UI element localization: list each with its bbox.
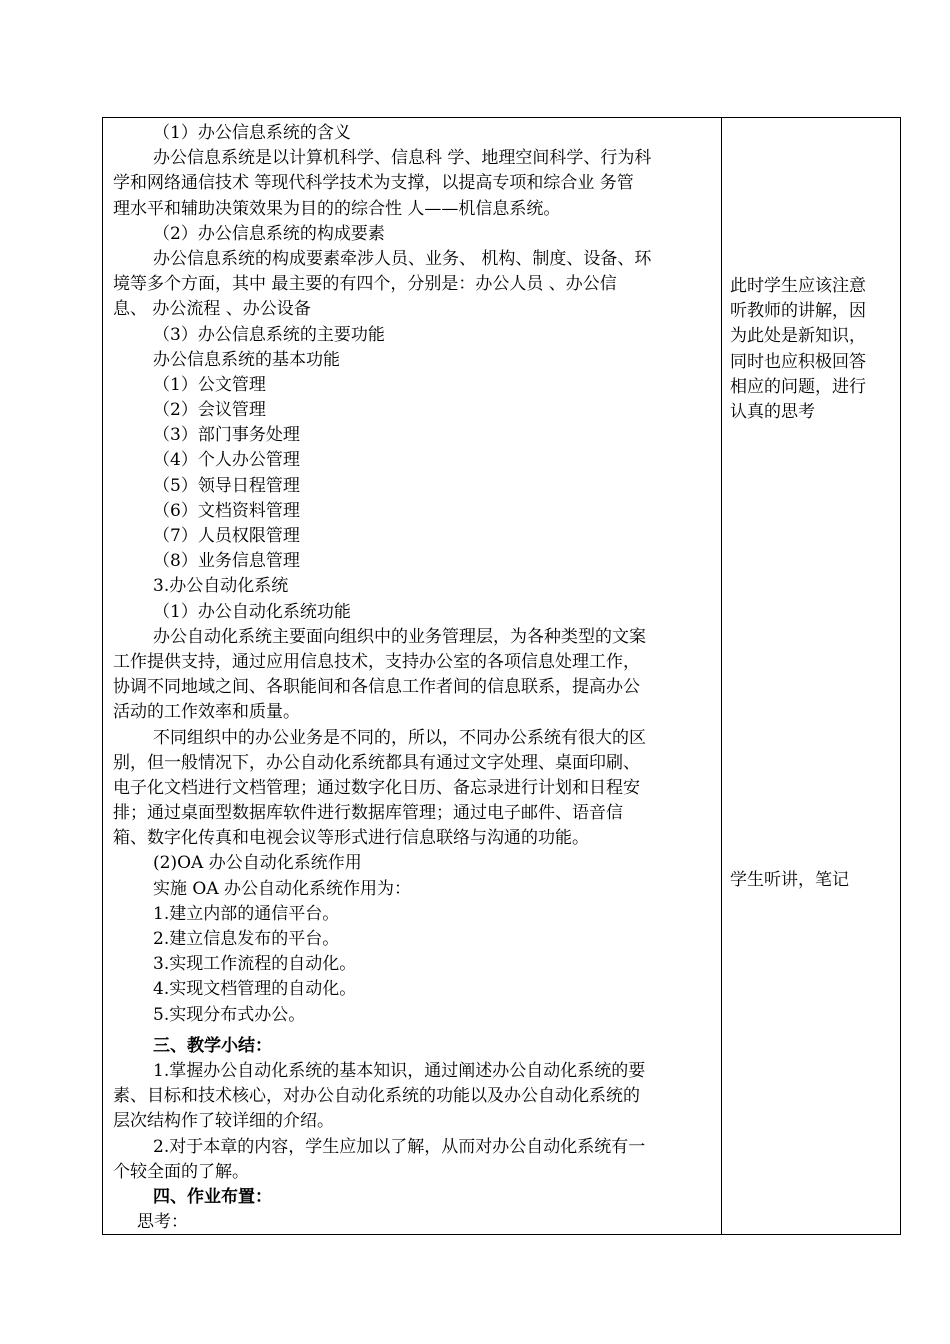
text-line: 箱、数字化传真和电视会议等形式进行信息联络与沟通的功能。: [113, 828, 589, 849]
list-item: （2）会议管理: [153, 400, 266, 421]
list-item: （1）公文管理: [153, 374, 266, 395]
list-item: （5）领导日程管理: [153, 475, 300, 496]
note-line: 相应的问题，进行: [730, 376, 866, 397]
list-item: 3.实现工作流程的自动化。: [153, 954, 357, 975]
list-item: （7）人员权限管理: [153, 526, 300, 546]
text-line: 别，但一般情况下，办公自动化系统都具有通过文字处理、桌面印刷、: [113, 752, 640, 773]
subheading: (2)OA 办公自动化系统作用: [153, 853, 362, 874]
list-item: （8）业务信息管理: [153, 551, 300, 572]
lesson-table: [102, 117, 901, 1235]
content-column: [113, 121, 713, 1235]
text-line: 2.对于本章的内容，学生应加以了解，从而对办公自动化系统有一: [153, 1136, 646, 1157]
text-line: 理水平和辅助决策效果为目的的综合性 人——机信息系统。: [113, 198, 561, 219]
text-line: 排；通过桌面型数据库软件进行数据库管理；通过电子邮件、语音信: [113, 803, 623, 824]
note-line: 此时学生应该注意: [730, 276, 866, 296]
text-line: 素、目标和技术核心，对办公自动化系统的功能以及办公自动化系统的: [113, 1086, 640, 1107]
text-line: 学和网络通信技术 等现代科学技术为支撑，以提高专项和综合业 务管: [113, 173, 634, 194]
text-line: 不同组织中的办公业务是不同的，所以，不同办公系统有很大的区: [153, 727, 646, 748]
text-line: 实施 OA 办公自动化系统作用为：: [153, 878, 412, 899]
student-activity-note-2: [730, 868, 895, 893]
list-item: 4.实现文档管理的自动化。: [153, 979, 357, 1000]
subheading: （3）办公信息系统的主要功能: [153, 324, 385, 345]
text-line: 办公信息系统是以计算机科学、信息科 学、地理空间科学、行为科: [153, 148, 652, 169]
text-line: 1.掌握办公自动化系统的基本知识，通过阐述办公自动化系统的要: [153, 1060, 646, 1081]
subheading: （1）办公信息系统的含义: [153, 123, 351, 143]
subheading: （2）办公信息系统的构成要素: [153, 223, 385, 244]
list-item: （3）部门事务处理: [153, 425, 300, 446]
list-item: （6）文档资料管理: [153, 500, 300, 521]
text-line: 工作提供支持，通过应用信息技术，支持办公室的各项信息处理工作，: [113, 651, 640, 672]
list-item: 2.建立信息发布的平台。: [153, 929, 340, 949]
list-item: 5.实现分布式办公。: [153, 1004, 306, 1025]
text-line: 个较全面的了解。: [113, 1161, 249, 1182]
list-item: （4）个人办公管理: [153, 450, 300, 471]
text-line: 境等多个方面，其中 最主要的有四个，分别是：办公人员 、办公信: [113, 274, 617, 295]
section-heading: 3.办公自动化系统: [153, 576, 289, 597]
column-divider: [721, 118, 722, 1234]
subheading: （1）办公自动化系统功能: [153, 601, 351, 622]
text-line: 思考：: [137, 1212, 188, 1233]
text-line: 层次结构作了较详细的介绍。: [113, 1111, 334, 1132]
note-line: 同时也应积极回答: [730, 351, 866, 372]
text-line: 办公自动化系统主要面向组织中的业务管理层，为各种类型的文案: [153, 626, 646, 647]
list-item: 1.建立内部的通信平台。: [153, 903, 340, 924]
text-line: 办公信息系统的基本功能: [153, 349, 340, 370]
section-heading-homework: 四、作业布置：: [153, 1186, 272, 1207]
note-line: 听教师的讲解，因: [730, 301, 866, 322]
text-line: 活动的工作效率和质量。: [113, 702, 300, 723]
note-line: 为此处是新知识，: [730, 326, 866, 347]
section-heading-summary: 三、教学小结：: [153, 1035, 272, 1056]
text-line: 息、 办公流程 、办公设备: [113, 299, 311, 320]
student-activity-note-1: [730, 274, 895, 425]
text-line: 协调不同地域之间、各职能间和各信息工作者间的信息联系，提高办公: [113, 677, 640, 698]
note-line: 认真的思考: [730, 402, 815, 423]
text-line: 办公信息系统的构成要素牵涉人员、业务、 机构、制度、设备、环: [153, 248, 652, 269]
note-line: 学生听讲，笔记: [730, 870, 849, 890]
text-line: 电子化文档进行文档管理；通过数字化日历、备忘录进行计划和日程安: [113, 777, 640, 798]
